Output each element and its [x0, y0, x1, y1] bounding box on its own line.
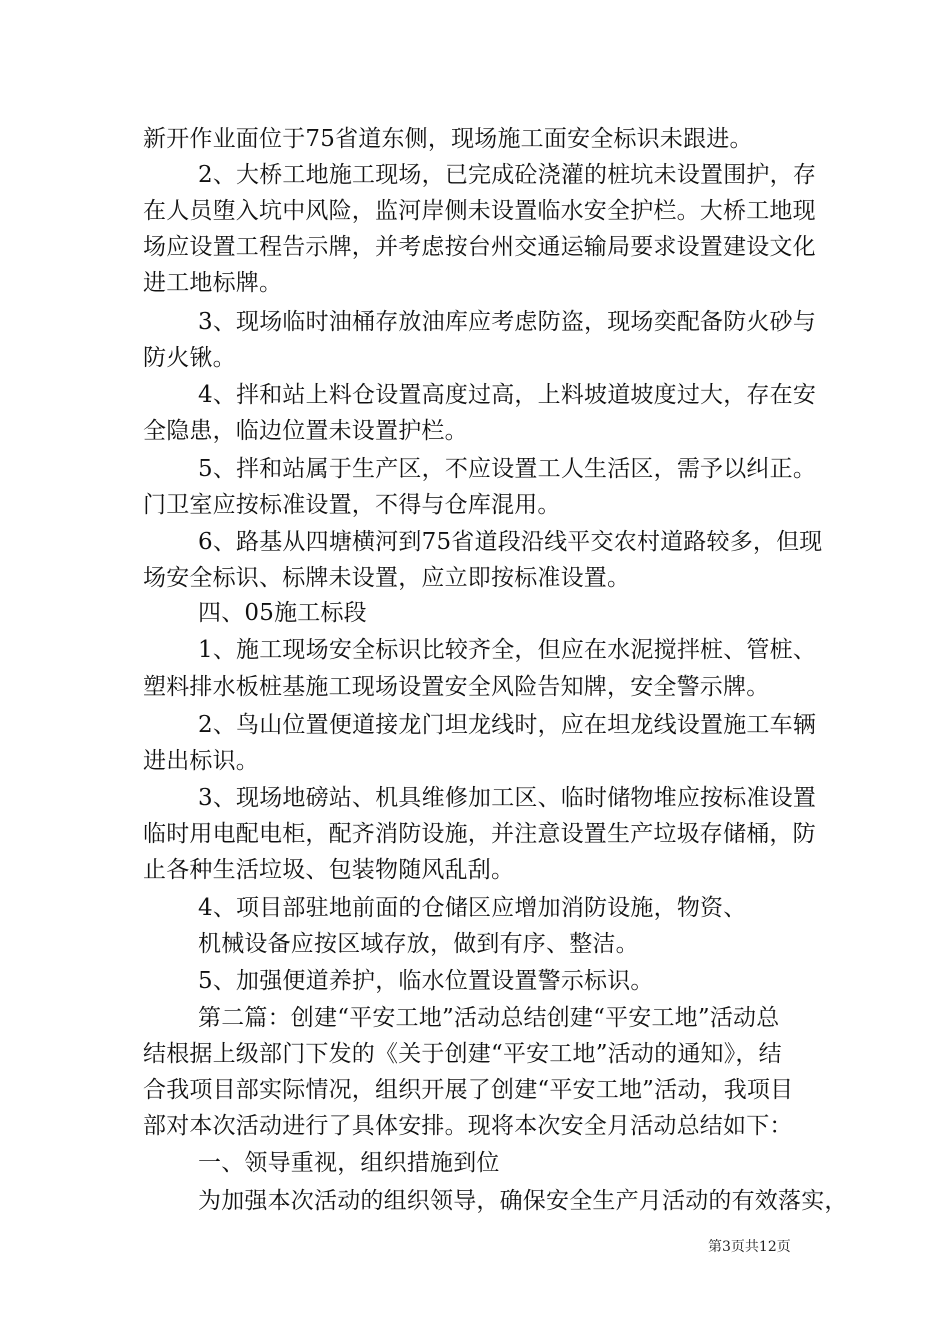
text-line: 2、鸟山位置便道接龙门坦龙线时，应在坦龙线设置施工车辆: [198, 712, 817, 738]
section-heading: 一、领导重视，组织措施到位: [198, 1150, 500, 1176]
text-line: 第二篇：创建“平安工地”活动总结创建“平安工地”活动总: [198, 1005, 780, 1031]
text-line: 结根据上级部门下发的《关于创建“平安工地”活动的通知》，结: [143, 1041, 782, 1067]
text-line: 进工地标牌。: [143, 270, 283, 296]
text-line: 进出标识。: [143, 748, 259, 774]
text-line: 全隐患，临边位置未设置护栏。: [143, 418, 468, 444]
text-line: 止各种生活垃圾、包装物随风乱刮。: [143, 857, 515, 883]
text-line: 门卫室应按标准设置，不得与仓库混用。: [143, 492, 561, 518]
text-line: 机械设备应按区域存放，做到有序、整洁。: [198, 931, 639, 957]
text-line: 临时用电配电柜，配齐消防设施，并注意设置生产垃圾存储桶，防: [143, 821, 816, 847]
text-line: 新开作业面位于75省道东侧，现场施工面安全标识未跟进。: [143, 126, 753, 152]
text-line: 合我项目部实际情况，组织开展了创建“平安工地”活动，我项目: [143, 1077, 794, 1103]
text-line: 在人员堕入坑中风险，监河岸侧未设置临水安全护栏。大桥工地现: [143, 198, 816, 224]
text-line: 5、拌和站属于生产区，不应设置工人生活区，需予以纠正。: [198, 456, 817, 482]
text-line: 6、路基从四塘横河到75省道段沿线平交农村道路较多，但现: [198, 529, 823, 555]
text-line: 部对本次活动进行了具体安排。现将本次安全月活动总结如下：: [143, 1113, 793, 1139]
text-line: 1、施工现场安全标识比较齐全，但应在水泥搅拌桩、管桩、: [198, 637, 817, 663]
text-line: 3、现场临时油桶存放油库应考虑防盗，现场奕配备防火砂与: [198, 309, 817, 335]
text-line: 场应设置工程告示牌，并考虑按台州交通运输局要求设置建设文化: [143, 234, 816, 260]
text-line: 防火锹。: [143, 345, 236, 371]
text-line: 4、项目部驻地前面的仓储区应增加消防设施，物资、: [198, 895, 747, 921]
text-line: 场安全标识、标牌未设置，应立即按标准设置。: [143, 565, 631, 591]
text-line: 为加强本次活动的组织领导，确保安全生产月活动的有效落实，: [198, 1188, 848, 1214]
text-line: 2、大桥工地施工现场，已完成砼浇灌的桩坑未设置围护，存: [198, 162, 817, 188]
text-line: 4、拌和站上料仓设置高度过高，上料坡道坡度过大，存在安: [198, 382, 817, 408]
section-heading: 四、05施工标段: [198, 600, 367, 626]
text-line: 3、现场地磅站、机具维修加工区、临时储物堆应按标准设置: [198, 785, 817, 811]
text-line: 塑料排水板桩基施工现场设置安全风险告知牌，安全警示牌。: [143, 674, 770, 700]
text-line: 5、加强便道养护，临水位置设置警示标识。: [198, 968, 654, 994]
page-number: 第3页共12页: [708, 1239, 791, 1255]
